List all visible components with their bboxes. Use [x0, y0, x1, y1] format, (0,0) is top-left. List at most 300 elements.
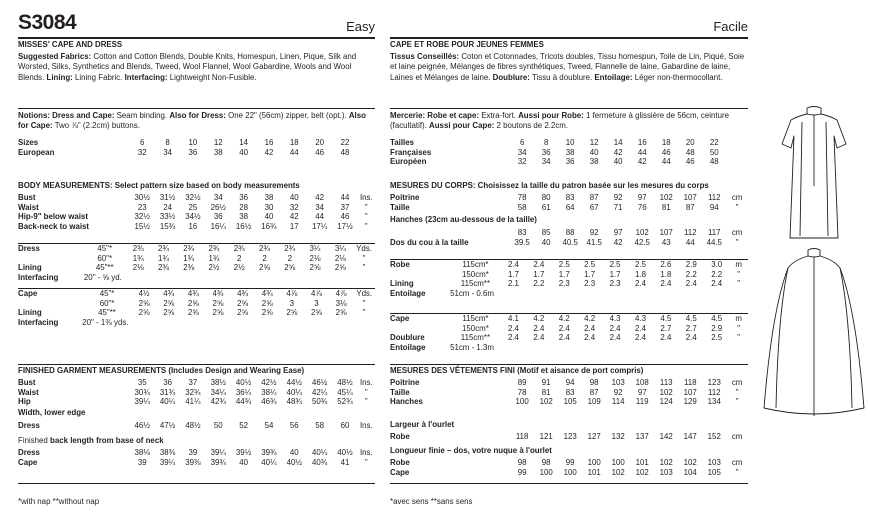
table-cell: 94	[709, 202, 719, 212]
table-cell: 43	[661, 237, 671, 247]
table-cell	[230, 318, 255, 328]
table-row	[18, 254, 375, 264]
table-cell: Hip	[18, 397, 31, 407]
table-cell: 2.3	[558, 279, 570, 289]
table-cell: 40¾	[311, 457, 328, 467]
table-cell: 2.4	[558, 333, 570, 343]
table-cell: 150cm*	[462, 269, 489, 279]
table-cell	[132, 318, 157, 328]
table-cell: 2¾	[183, 244, 195, 253]
table-cell: 2.5	[634, 260, 646, 269]
table-cell: Yds.	[356, 244, 372, 253]
table-cell: 102	[659, 458, 673, 467]
table-cell: 137	[635, 432, 649, 441]
table-cell: 46	[315, 147, 325, 157]
table-cell: 44	[661, 157, 671, 167]
table-cell: 6	[519, 138, 525, 147]
table-cell	[329, 318, 354, 328]
table-cell: 32	[137, 147, 147, 157]
garment-title: CAPE ET ROBE POUR JEUNES FEMMES	[390, 40, 544, 49]
table-cell	[526, 289, 551, 299]
table-cell: Robe	[390, 432, 410, 441]
table-cell: Dress	[18, 448, 40, 457]
table-row	[18, 203, 375, 213]
notions-text: Mercerie: Robe et cape: Extra-fort. Aussi pour Robe: 1 fermeture à glissière de 56cm, ceinture (facultatif). Aussi pour Cape: 2 boutons de 2.2cm.	[390, 111, 729, 131]
table-cell: 2.7	[685, 323, 697, 333]
table-cell: 14	[613, 138, 623, 147]
table-cell: 119	[635, 397, 649, 407]
table-cell: 2⅝	[309, 263, 321, 273]
table-cell: 40¼	[261, 457, 277, 467]
table-cell: 45"*	[99, 289, 115, 298]
table-cell: 24	[163, 202, 172, 212]
table-cell: Lining	[18, 263, 42, 273]
table-cell: 124	[659, 397, 673, 407]
table-cell: 42.5	[634, 237, 650, 247]
table-cell: 132	[611, 432, 625, 441]
table-cell: 4.2	[558, 314, 570, 323]
table-cell: 39⅜	[185, 457, 201, 467]
table-cell: 2⅝	[187, 308, 199, 318]
table-cell: 60"*	[99, 298, 115, 308]
table-cell: 38	[239, 212, 248, 222]
table-cell	[726, 148, 748, 158]
table-cell: 2⅛	[309, 253, 321, 263]
table-cell: 3¼	[309, 244, 321, 253]
table-cell: 4.5	[685, 314, 697, 323]
table-cell: 2⅝	[163, 308, 175, 318]
table-cell: 40½	[337, 448, 353, 457]
table-cell: Taille	[390, 202, 410, 212]
table-cell: 47½	[159, 421, 176, 430]
table-cell: 44	[289, 147, 299, 157]
table-cell: 92	[613, 193, 623, 202]
table-cell: 40¼	[286, 387, 302, 397]
table-cell: 112	[707, 387, 721, 397]
table-cell: 20	[685, 138, 695, 147]
table-cell: 39½	[235, 448, 252, 457]
table-cell	[628, 289, 653, 299]
table-row	[18, 273, 375, 283]
table-cell: 103	[707, 458, 721, 467]
table-cell: 39	[188, 448, 198, 457]
table-row	[390, 468, 748, 478]
table-cell: 18	[289, 138, 299, 147]
table-cell	[206, 318, 231, 328]
table-cell: Interfacing	[18, 317, 59, 327]
table-cell: "	[735, 202, 739, 212]
table-row	[390, 289, 748, 299]
table-cell: 2⅝	[261, 298, 273, 308]
table-cell: 4.3	[634, 314, 646, 323]
table-cell: 108	[635, 378, 649, 387]
table-cell: Interfacing	[18, 272, 59, 282]
table-cell: 123	[563, 432, 577, 441]
table-cell: 101	[587, 467, 601, 477]
table-cell: 61	[541, 202, 551, 212]
table-cell: 2.9	[711, 323, 723, 333]
table-cell: 2⅛	[334, 253, 346, 263]
table-cell: 37	[340, 202, 350, 212]
table-cell: 4⅞	[310, 289, 322, 298]
table-row	[390, 138, 748, 148]
table-cell: 51cm - 0.6m	[450, 288, 494, 298]
table-cell: 2.1	[507, 279, 519, 289]
table-cell: 89	[517, 378, 527, 387]
table-cell: 1.7	[558, 269, 570, 279]
sizes-table	[18, 138, 375, 157]
table-cell: 107	[683, 193, 697, 202]
table-cell: 2⅝	[310, 308, 322, 318]
table-row	[390, 228, 748, 238]
length-heading: Longueur finie – dos, votre nuque à l'ourlet	[390, 446, 552, 455]
cape-yardage-table	[390, 313, 748, 352]
table-cell: 92	[613, 387, 623, 397]
table-cell: 40	[239, 147, 248, 157]
table-cell	[679, 343, 704, 353]
table-cell	[577, 289, 602, 299]
table-cell: 3	[289, 298, 295, 308]
table-cell: 78	[517, 193, 527, 202]
table-cell: 92	[589, 228, 599, 237]
table-cell: 44¾	[235, 397, 252, 407]
table-cell: 2.4	[507, 333, 519, 343]
table-cell: "	[364, 202, 368, 212]
table-cell: 40	[541, 237, 551, 247]
table-cell: 18	[661, 138, 671, 147]
table-cell: 42	[613, 237, 623, 247]
finished-heading: MESURES DES VÊTEMENTS FINI (Motif et aisance de port compris)	[390, 366, 644, 375]
table-cell: 98	[541, 458, 551, 467]
table-cell: 2.7	[660, 323, 672, 333]
table-cell: 2.4	[660, 279, 672, 289]
table-cell: 98	[589, 378, 599, 387]
table-cell: 44.5	[706, 237, 722, 247]
width-table	[390, 432, 748, 442]
table-cell: 17½	[337, 221, 353, 231]
table-cell: 115cm*	[462, 314, 489, 323]
table-cell: 38	[589, 157, 599, 167]
table-cell: 44½	[286, 378, 302, 387]
table-cell: 44	[685, 237, 695, 247]
finished-heading: FINISHED GARMENT MEASUREMENTS (Includes Design and Wearing Ease)	[18, 366, 305, 375]
table-cell: 12	[589, 138, 599, 147]
table-cell	[227, 273, 252, 283]
table-cell: 2.6	[660, 260, 672, 269]
table-cell: 2.4	[584, 333, 596, 343]
table-cell: 83	[517, 228, 527, 237]
table-cell: 2½	[208, 263, 220, 273]
table-cell: Waist	[18, 387, 39, 397]
table-cell: 8	[543, 138, 549, 147]
table-cell: 40¼	[159, 397, 176, 407]
table-cell	[602, 289, 627, 299]
table-cell: 2.4	[685, 333, 697, 343]
table-cell: 2.3	[609, 279, 621, 289]
table-row	[18, 308, 375, 318]
table-cell: "	[362, 308, 366, 318]
table-cell: 4½	[138, 289, 150, 298]
table-cell: 2⅝	[237, 308, 249, 318]
table-cell: 1¾	[183, 253, 195, 263]
table-cell: European	[18, 147, 55, 157]
table-cell: 2⅝	[284, 263, 296, 273]
table-cell	[353, 318, 375, 328]
table-cell: 36	[163, 378, 172, 387]
table-row	[390, 458, 748, 468]
table-cell: 52	[239, 421, 248, 430]
table-cell: 42	[637, 157, 647, 167]
table-cell: Robe	[390, 458, 410, 467]
table-cell: 46	[340, 212, 350, 222]
table-cell	[726, 157, 748, 167]
table-cell: 87	[685, 202, 695, 212]
table-cell: 1¾	[157, 253, 169, 263]
table-cell: 44	[637, 147, 647, 157]
divider	[18, 483, 375, 484]
table-cell: "	[735, 467, 739, 477]
table-cell: 2⅝	[212, 298, 224, 308]
dress-yardage-table	[390, 259, 748, 298]
table-cell: "	[364, 387, 368, 397]
table-cell: 32	[289, 202, 299, 212]
table-cell: "	[737, 333, 741, 343]
table-cell: 34	[163, 147, 172, 157]
table-cell: 10	[565, 138, 575, 147]
table-cell: 41¼	[185, 397, 201, 407]
table-cell: 2	[287, 253, 292, 263]
table-cell: 2¾	[259, 244, 270, 253]
table-cell: 4¾	[187, 289, 199, 298]
table-cell: 32½	[134, 212, 150, 222]
table-cell: 39¼	[134, 397, 150, 407]
table-cell: "	[737, 269, 741, 279]
table-cell: 32	[517, 157, 527, 167]
table-cell: "	[364, 212, 368, 222]
table-cell: 3	[314, 298, 319, 308]
table-cell: 46½	[311, 378, 328, 387]
table-cell: Hanches	[390, 397, 423, 407]
footnote: *avec sens **sans sens	[390, 497, 473, 506]
table-cell: 40	[289, 448, 299, 457]
table-cell: "	[364, 221, 368, 231]
table-cell: 2.5	[609, 260, 621, 269]
table-cell: 97	[637, 387, 647, 397]
table-cell: 2⅜	[157, 263, 169, 273]
table-cell	[353, 273, 375, 283]
table-cell	[304, 318, 329, 328]
table-cell: 8	[165, 138, 170, 147]
table-cell: cm	[731, 378, 743, 387]
table-cell: "	[735, 397, 739, 407]
table-row	[18, 458, 375, 468]
table-cell	[201, 273, 226, 283]
table-cell: 38	[264, 193, 274, 202]
table-cell: cm	[731, 228, 743, 237]
table-cell: 4.2	[533, 314, 545, 323]
table-cell: "	[362, 263, 366, 273]
table-cell: 81	[661, 202, 671, 212]
table-cell	[151, 273, 176, 283]
table-cell: 2¾	[132, 244, 144, 253]
table-row	[18, 421, 375, 431]
table-cell: 99	[517, 467, 527, 477]
table-cell	[679, 289, 704, 299]
table-cell: 36	[541, 147, 551, 157]
table-cell: Sizes	[18, 138, 39, 147]
table-row	[18, 222, 375, 232]
table-cell: 1.7	[584, 269, 596, 279]
table-cell: Doublure	[390, 333, 425, 343]
table-cell: Bust	[18, 193, 36, 202]
table-cell: 2⅝	[261, 308, 273, 318]
table-cell: 98	[517, 458, 527, 467]
table-row	[390, 388, 748, 398]
table-row	[18, 193, 375, 203]
table-cell: 4.2	[584, 314, 596, 323]
table-cell: 2.4	[507, 260, 519, 269]
table-cell: 2.4	[660, 333, 672, 343]
table-cell: 36	[239, 193, 248, 202]
table-cell: "	[737, 323, 741, 333]
table-cell: 15½	[134, 221, 150, 231]
table-cell: 2⅝	[187, 298, 199, 308]
table-cell: 80	[541, 193, 551, 202]
table-cell: 2.9	[685, 260, 697, 269]
table-cell	[255, 318, 280, 328]
table-row	[390, 260, 748, 270]
table-cell: 100	[515, 397, 529, 407]
hanches-table	[390, 228, 748, 247]
table-cell	[704, 343, 729, 353]
table-row	[390, 333, 748, 343]
table-cell: 40¼	[311, 448, 328, 457]
table-cell: 1¾	[208, 253, 220, 263]
table-cell: Dos du cou à la taille	[390, 237, 469, 247]
table-cell: 71	[613, 202, 623, 212]
table-cell: 54	[264, 421, 274, 430]
table-cell	[390, 228, 510, 238]
table-cell: 39	[137, 457, 147, 467]
table-cell: 4⅞	[335, 289, 347, 298]
table-cell: cm	[731, 458, 743, 467]
table-cell: 50	[213, 421, 223, 430]
table-cell: 3¼	[334, 244, 346, 253]
table-cell: Back-neck to waist	[18, 221, 90, 231]
cape-yardage-table	[18, 288, 375, 327]
table-cell: 48½	[185, 421, 201, 430]
table-cell: 20" - ⅝ yd.	[83, 272, 122, 282]
table-cell: Taille	[390, 387, 410, 397]
table-cell: 3⅛	[335, 298, 347, 308]
table-cell: 45"**	[95, 263, 114, 273]
table-cell: Cape	[390, 314, 410, 323]
table-cell: 22	[340, 138, 350, 147]
table-cell: 48¾	[286, 397, 302, 407]
table-cell	[653, 289, 678, 299]
table-cell	[176, 273, 201, 283]
table-cell	[328, 273, 353, 283]
table-cell	[653, 343, 678, 353]
width-table	[18, 421, 375, 431]
fabrics-text: Tissus Conseillés: Coton et Cotonnades, Tricots doubles, Tissu homespun, Toile de Lin, Piqué, Soie et laine peignée, Mélanges de fibres synthétiques, Tweed, Flannelle de laine, Gabardine de laine, Laines et Mélanges de laine. Doublure: Tissu à doublure. Entoilage: Léger non-thermocollant.	[390, 52, 745, 82]
table-cell: 30¾	[134, 387, 150, 397]
table-cell: 105	[707, 467, 721, 477]
table-cell: 67	[589, 202, 599, 212]
table-row	[18, 397, 375, 407]
table-row	[390, 193, 748, 203]
table-cell: "	[362, 253, 366, 263]
table-cell: Lining	[18, 308, 42, 318]
table-cell: 52¾	[337, 397, 353, 407]
table-cell: 107	[683, 387, 697, 397]
table-row	[18, 138, 375, 148]
table-row	[390, 378, 748, 388]
table-cell: 2¾	[157, 244, 169, 253]
table-cell: 1.8	[660, 269, 672, 279]
table-cell: 105	[563, 397, 577, 407]
table-cell: 2	[262, 253, 267, 263]
table-row	[390, 314, 748, 324]
table-row	[390, 148, 748, 158]
table-cell: 45¼	[337, 387, 353, 397]
table-cell: 101	[635, 458, 649, 467]
table-cell: Robe	[390, 260, 410, 269]
table-cell: 2⅝	[334, 263, 346, 273]
table-cell: 44	[315, 212, 325, 222]
table-cell: 36	[213, 212, 223, 222]
table-cell	[181, 318, 206, 328]
table-cell	[156, 318, 181, 328]
table-cell: 40	[239, 457, 248, 467]
table-row	[18, 318, 375, 328]
table-cell: 2.5	[558, 260, 570, 269]
table-row	[18, 263, 375, 273]
table-cell: 37	[188, 378, 198, 387]
table-cell: 2⅝	[212, 308, 224, 318]
table-cell: 60"*	[97, 253, 113, 263]
table-cell: 58	[315, 421, 325, 430]
table-cell: 42	[613, 147, 623, 157]
table-row	[390, 432, 748, 442]
table-cell: 2⅝	[138, 298, 150, 308]
table-cell: 48½	[337, 378, 353, 387]
table-cell: "	[737, 279, 741, 289]
table-cell: "	[362, 298, 366, 308]
length-heading: Finished back length from base of neck	[18, 436, 164, 445]
table-cell: 2.4	[609, 333, 621, 343]
table-cell	[729, 343, 748, 353]
table-cell: 42¼	[311, 387, 328, 397]
footnote: *with nap **without nap	[18, 497, 100, 506]
table-cell	[726, 138, 748, 148]
table-cell: 142	[659, 432, 673, 441]
table-cell	[704, 289, 729, 299]
table-cell: 2.2	[533, 279, 545, 289]
table-row	[18, 448, 375, 458]
finished-measurements-table	[390, 378, 748, 407]
body-measurements-table	[390, 193, 748, 212]
table-cell: 20" - 1⅜ yds.	[82, 317, 129, 327]
table-cell: 4¾	[163, 289, 175, 298]
table-row	[18, 148, 375, 158]
table-cell: 2.4	[634, 333, 646, 343]
table-cell: 30½	[134, 193, 150, 202]
table-cell: 50¾	[311, 397, 328, 407]
table-cell: m	[735, 260, 742, 269]
table-cell: 32¾	[185, 387, 201, 397]
table-cell: 102	[659, 193, 673, 202]
